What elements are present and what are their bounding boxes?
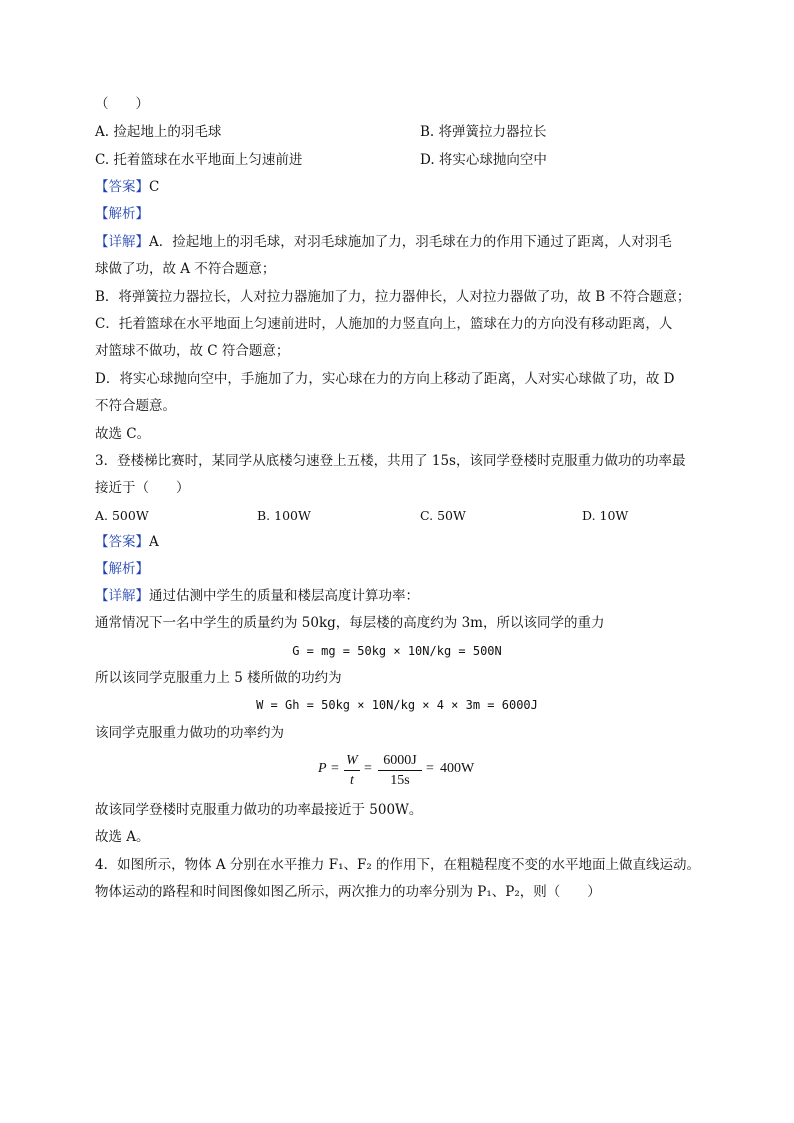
fraction-numeric bbox=[378, 752, 422, 789]
formula-lhs: P bbox=[318, 761, 327, 776]
detail-line: 该同学克服重力做功的功率约为 bbox=[95, 725, 284, 741]
option-d: D. 将实心球抛向空中 bbox=[420, 152, 547, 168]
detail-line: 故该同学登楼时克服重力做功的功率最接近于 500W。 bbox=[95, 802, 423, 818]
fraction-numerator: W bbox=[346, 753, 358, 768]
option-b: B. 100W bbox=[257, 508, 311, 523]
detail-line: 通常情况下一名中学生的质量约为 50kg，每层楼的高度约为 3m，所以该同学的重力 bbox=[95, 615, 605, 631]
option-b: B. 将弹簧拉力器拉长 bbox=[420, 124, 547, 140]
formula-work: W = Gh = 50kg × 10N/kg × 4 × 3m = 6000J bbox=[256, 698, 538, 712]
detail-tag: 【详解】 bbox=[95, 234, 149, 250]
fraction-bar bbox=[344, 770, 360, 771]
detail-line: 球做了功，故 A 不符合题意； bbox=[95, 261, 276, 277]
detail-line: D．将实心球抛向空中，手施加了力，实心球在力的方向上移动了距离，人对实心球做了功，故 D bbox=[95, 371, 675, 387]
answer-row bbox=[95, 533, 159, 551]
fraction-denominator: 15s bbox=[390, 773, 410, 788]
question-stem: 接近于（ ） bbox=[95, 480, 190, 496]
detail-line: 不符合题意。 bbox=[95, 398, 176, 414]
detail-line bbox=[95, 587, 419, 605]
fraction-denominator: t bbox=[350, 773, 354, 788]
formula-gravity: G = mg = 50kg × 10N/kg = 500N bbox=[292, 644, 502, 658]
fraction-numerator: 6000J bbox=[383, 753, 417, 768]
option-a: A. 捡起地上的羽毛球 bbox=[95, 124, 222, 140]
answer-value: C bbox=[149, 179, 160, 195]
option-c: C. 50W bbox=[420, 508, 466, 523]
formula-power bbox=[318, 752, 488, 792]
detail-line: C．托着篮球在水平地面上匀速前进时，人施加的力竖直向上，篮球在力的方向没有移动距离，人 bbox=[95, 316, 673, 332]
answer-tag: 【答案】 bbox=[95, 179, 149, 195]
detail-text: A．捡起地上的羽毛球，对羽毛球施加了力，羽毛球在力的作用下通过了距离，人对羽毛 bbox=[149, 234, 672, 250]
fraction-symbolic bbox=[344, 752, 360, 789]
detail-line: 所以该同学克服重力上 5 楼所做的功约为 bbox=[95, 670, 342, 686]
detail-line: 对篮球不做功，故 C 符合题意； bbox=[95, 343, 290, 359]
fraction-bar bbox=[378, 770, 422, 771]
question-stem: 4．如图所示，物体 A 分别在水平推力 F₁、F₂ 的作用下，在粗糙程度不变的水平地面上做直线运动。 bbox=[95, 857, 701, 873]
question-paren: （ ） bbox=[95, 96, 149, 112]
option-d: D. 10W bbox=[582, 508, 629, 523]
question-stem: 3．登楼梯比赛时，某同学从底楼匀速登上五楼，共用了 15s，该同学登楼时克服重力做功的功率最 bbox=[95, 453, 686, 469]
detail-tag: 【详解】 bbox=[95, 588, 149, 604]
question-stem: 物体运动的路程和时间图像如图乙所示，两次推力的功率分别为 P₁、P₂，则（ ） bbox=[95, 884, 601, 900]
detail-line: B．将弹簧拉力器拉长，人对拉力器施加了力，拉力器伸长，人对拉力器做了功，故 B 不符合题意； bbox=[95, 289, 691, 305]
conclusion: 故选 A。 bbox=[95, 829, 150, 845]
option-a: A. 500W bbox=[95, 508, 149, 523]
answer-row bbox=[95, 178, 159, 196]
answer-tag: 【答案】 bbox=[95, 534, 149, 550]
formula-result: 400W bbox=[440, 761, 475, 776]
detail-text: 通过估测中学生的质量和楼层高度计算功率： bbox=[149, 588, 419, 604]
analysis-tag: 【解析】 bbox=[95, 561, 149, 577]
option-c: C. 托着篮球在水平地面上匀速前进 bbox=[95, 152, 303, 168]
equals-sign: = bbox=[426, 761, 434, 776]
analysis-tag: 【解析】 bbox=[95, 206, 149, 222]
answer-value: A bbox=[149, 534, 159, 550]
conclusion: 故选 C。 bbox=[95, 426, 151, 442]
equals-sign: = bbox=[331, 761, 339, 776]
detail-line bbox=[95, 233, 672, 251]
equals-sign: = bbox=[364, 761, 372, 776]
